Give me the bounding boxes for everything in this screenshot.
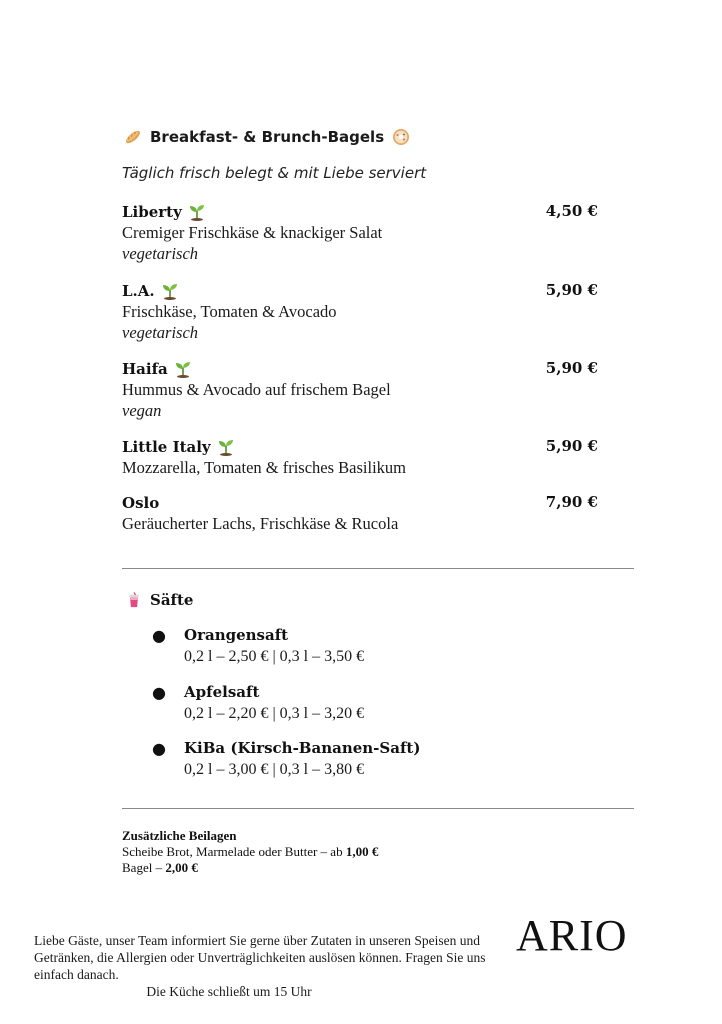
menu-item-la (122, 280, 598, 343)
divider (122, 808, 634, 809)
juice-item-orangensaft (152, 625, 472, 668)
bullet-icon: ● (152, 683, 166, 702)
item-price: 5,90 € (545, 437, 598, 455)
extras-block (122, 828, 542, 876)
item-price: 5,90 € (545, 281, 598, 299)
item-price: 4,50 € (545, 202, 598, 220)
item-price: 5,90 € (545, 359, 598, 377)
item-description: Mozzarella, Tomaten & frisches Basilikum (122, 458, 407, 477)
item-name: Haifa (122, 359, 168, 378)
extras-title: Zusätzliche Beilagen (122, 828, 237, 843)
juice-item-apfelsaft (152, 682, 472, 725)
extras-line: Scheibe Brot, Marmelade oder Butter – ab 1,00 € (122, 844, 379, 859)
menu-item-liberty (122, 201, 598, 264)
juices-title (126, 590, 193, 610)
seedling-icon (161, 282, 179, 300)
juices-title-text: Säfte (150, 591, 194, 609)
item-description: Geräucherter Lachs, Frischkäse & Rucola (122, 514, 399, 533)
divider (122, 568, 634, 569)
extras-price: 2,00 € (165, 860, 198, 875)
item-name: Little Italy (122, 437, 211, 456)
juice-name: Orangensaft (184, 626, 289, 644)
item-description: Frischkäse, Tomaten & Avocado (122, 302, 337, 321)
section-title-text: Breakfast- & Brunch-Bagels (150, 128, 385, 146)
item-description: Hummus & Avocado auf frischem Bagel (122, 380, 391, 399)
juice-prices: 0,2 l – 2,20 € | 0,3 l – 3,20 € (184, 705, 365, 722)
baguette-icon (124, 128, 142, 146)
allergy-note-text: Liebe Gäste, unser Team informiert Sie gerne über Zutaten in unseren Speisen und Getränken, die Allergien oder Unverträglichkeiten auslösen können. Fragen Sie uns einfach danach. (34, 933, 486, 982)
extras-line: Bagel – 2,00 € (122, 860, 198, 875)
seedling-icon (188, 203, 206, 221)
brand-logo: ARIO (516, 911, 628, 960)
allergy-note (34, 932, 494, 1000)
item-name: Liberty (122, 202, 182, 221)
juice-name: KiBa (Kirsch-Bananen-Saft) (184, 739, 421, 757)
seedling-icon (217, 438, 235, 456)
item-name: L.A. (122, 281, 155, 300)
item-name: Oslo (122, 493, 160, 512)
juice-item-kiba (152, 738, 472, 781)
item-diet-tag: vegan (122, 401, 162, 420)
juice-name: Apfelsaft (184, 683, 260, 701)
bullet-icon: ● (152, 626, 166, 645)
section-title (124, 126, 410, 148)
bullet-icon: ● (152, 739, 166, 758)
seedling-icon (174, 360, 192, 378)
item-description: Cremiger Frischkäse & knackiger Salat (122, 223, 383, 242)
menu-item-haifa (122, 358, 598, 421)
section-subtitle: Täglich frisch belegt & mit Liebe serviert (122, 164, 427, 182)
juice-prices: 0,2 l – 3,00 € | 0,3 l – 3,80 € (184, 761, 365, 778)
kitchen-closing-time: Die Küche schließt um 15 Uhr (146, 984, 312, 999)
menu-item-oslo (122, 492, 598, 534)
juice-cup-icon (126, 591, 142, 609)
item-price: 7,90 € (545, 493, 598, 511)
bagel-icon (392, 128, 410, 146)
menu-item-little-italy (122, 436, 598, 478)
juice-prices: 0,2 l – 2,50 € | 0,3 l – 3,50 € (184, 648, 365, 665)
extras-price: 1,00 € (345, 844, 379, 859)
item-diet-tag: vegetarisch (122, 323, 199, 342)
item-diet-tag: vegetarisch (122, 244, 199, 263)
